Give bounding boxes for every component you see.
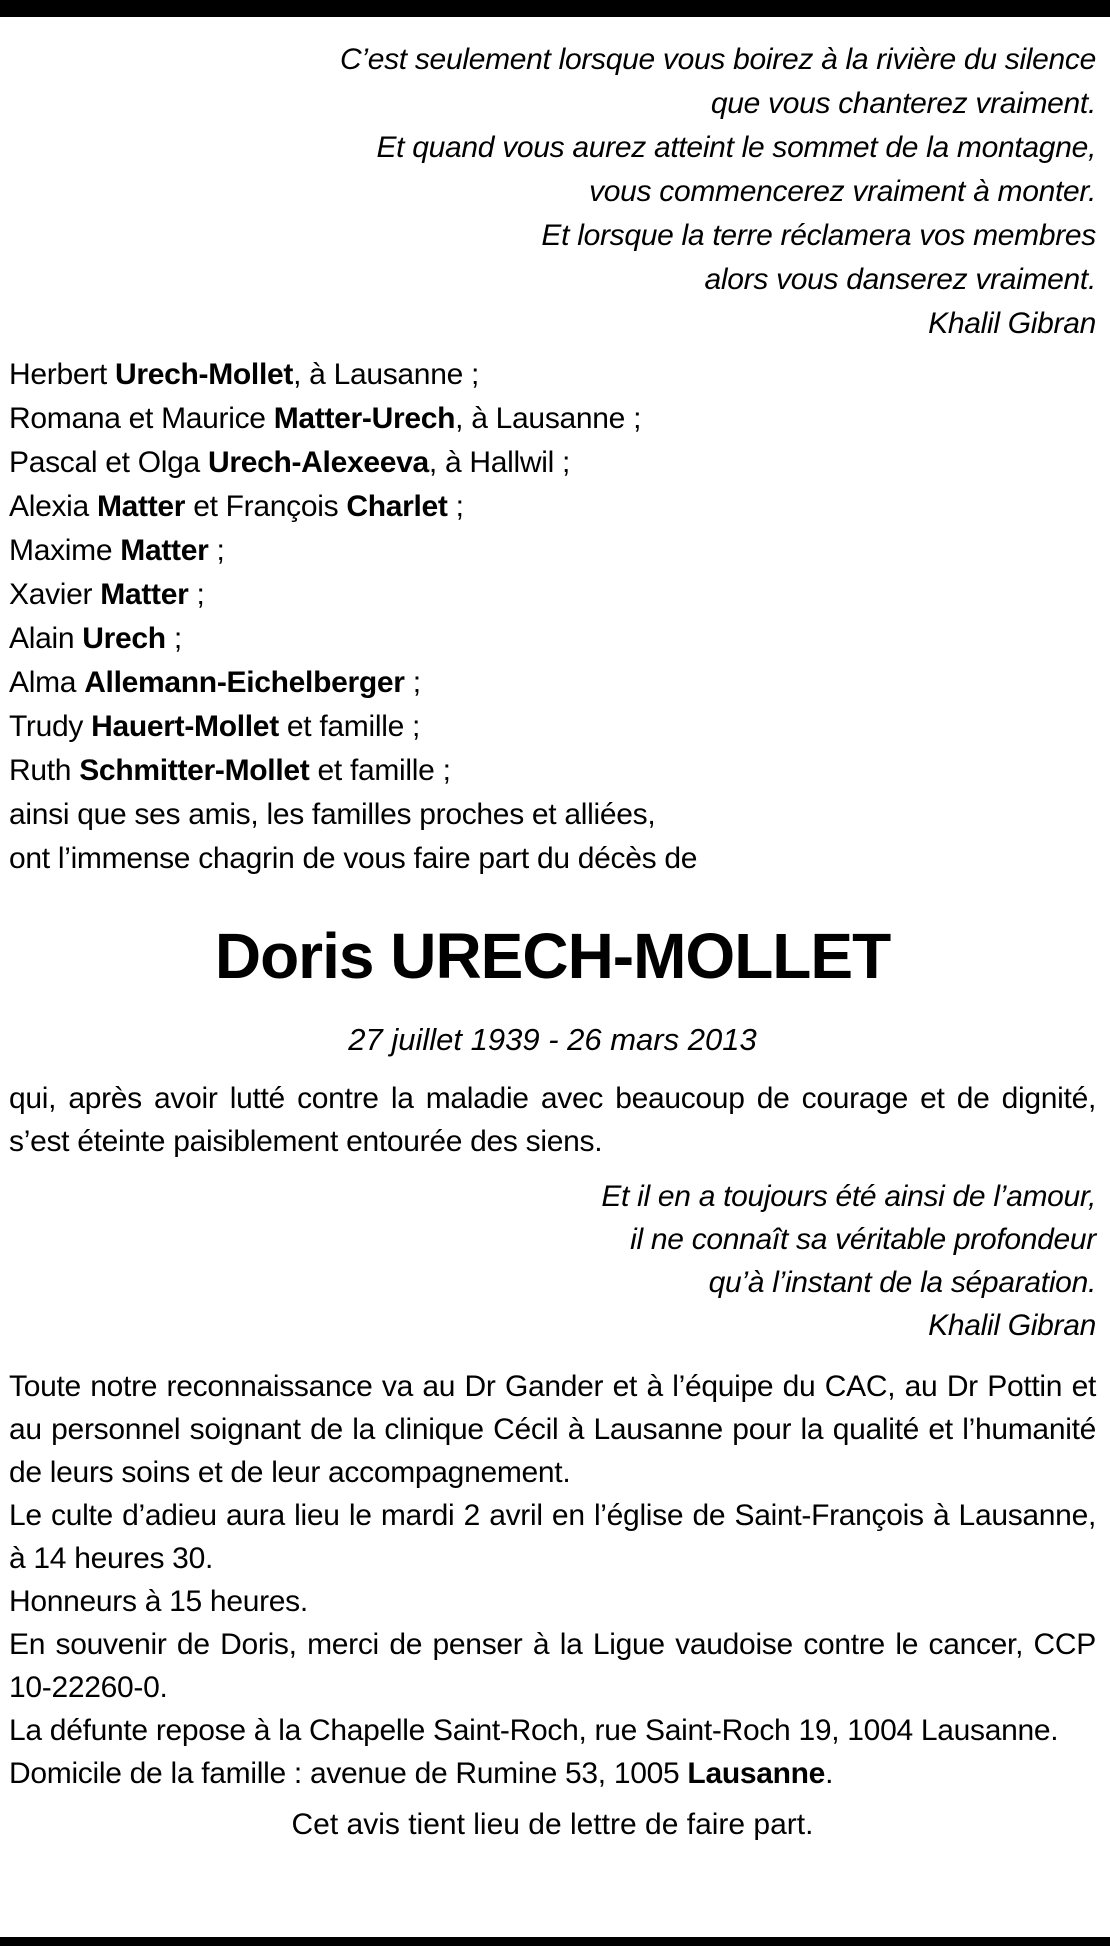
text-segment: et famille ; <box>309 754 451 787</box>
text-segment: ; <box>165 622 182 655</box>
text-segment: et famille ; <box>278 710 421 743</box>
family-line <box>9 617 1096 661</box>
text-segment: . <box>825 1757 834 1790</box>
text-segment: Toute notre reconnaissance va au Dr Gander et à l’équipe du CAC, au Dr Pottin et au personnel soignant de la clinique Cécil à Lausanne pour la qualité et l’humanité de leurs soins et de leur accompagnement. <box>9 1370 1096 1489</box>
text-segment: , à Lausanne ; <box>455 402 642 435</box>
quote-line: il ne connaît sa véritable profondeur <box>630 1223 1096 1256</box>
family-line <box>9 705 1096 749</box>
bold-name: Matter <box>120 534 209 567</box>
bottom-border-bar <box>0 1937 1110 1946</box>
quote-attribution: Khalil Gibran <box>928 1309 1096 1342</box>
family-line <box>9 397 1096 441</box>
text-segment: Honneurs à 15 heures. <box>9 1585 308 1618</box>
middle-quote <box>9 1175 1096 1347</box>
text-segment: Romana et Maurice <box>9 402 274 435</box>
bold-name: Hauert-Mollet <box>91 710 279 743</box>
bold-name: Allemann-Eichelberger <box>84 666 405 699</box>
bold-name: Lausanne <box>687 1757 826 1790</box>
top-border-bar <box>0 0 1110 17</box>
family-line <box>9 749 1096 793</box>
bold-name: Urech-Alexeeva <box>207 446 429 479</box>
body-paragraph <box>9 1580 1096 1623</box>
footer-note: Cet avis tient lieu de lettre de faire part. <box>291 1808 814 1841</box>
family-line <box>9 485 1096 529</box>
quote-line: Et quand vous aurez atteint le sommet de la montagne, <box>376 131 1096 164</box>
text-segment: Herbert <box>9 358 115 391</box>
family-line <box>9 353 1096 397</box>
bold-name: Schmitter-Mollet <box>79 754 310 787</box>
quote-line: vous commencerez vraiment à monter. <box>589 175 1096 208</box>
bold-name: Matter <box>100 578 189 611</box>
bold-name: Urech <box>82 622 166 655</box>
body-paragraph <box>9 1752 1096 1795</box>
text-segment: ; <box>208 534 225 567</box>
bold-name: Matter-Urech <box>273 402 456 435</box>
text-segment: Alain <box>9 622 83 655</box>
family-line <box>9 441 1096 485</box>
text-segment: et François <box>185 490 347 523</box>
text-segment: Ruth <box>9 754 80 787</box>
quote-line: que vous chanterez vraiment. <box>710 87 1096 120</box>
text-segment: ; <box>188 578 205 611</box>
text-segment: ainsi que ses amis, les familles proches et alliées, <box>9 798 656 831</box>
announcement-paragraphs <box>9 1365 1096 1795</box>
text-segment: , à Hallwil ; <box>428 446 571 479</box>
bold-name: Matter <box>96 490 186 523</box>
quote-line: alors vous danserez vraiment. <box>704 263 1096 296</box>
quote-line: Et lorsque la terre réclamera vos membres <box>541 219 1096 252</box>
text-segment: , à Lausanne ; <box>293 358 480 391</box>
opening-quote <box>9 38 1096 346</box>
family-line <box>9 529 1096 573</box>
quote-line: qu’à l’instant de la séparation. <box>708 1266 1096 1299</box>
text-segment: Trudy <box>9 710 92 743</box>
death-notice-document <box>0 38 1110 1846</box>
quote-line: C’est seulement lorsque vous boirez à la rivière du silence <box>339 43 1096 76</box>
intro-paragraph: qui, après avoir lutté contre la maladie avec beaucoup de courage et de dignité, s’est éteinte paisiblement entourée des siens. <box>9 1082 1096 1158</box>
text-segment: Pascal et Olga <box>9 446 208 479</box>
body-paragraph <box>9 1709 1096 1752</box>
family-list <box>9 353 1096 881</box>
life-dates: 27 juillet 1939 - 26 mars 2013 <box>348 1022 757 1057</box>
text-segment: ont l’immense chagrin de vous faire part du décès de <box>9 842 698 875</box>
text-segment: Alexia <box>9 490 97 523</box>
text-segment: ; <box>447 490 464 523</box>
family-line <box>9 573 1096 617</box>
family-line <box>9 793 1096 837</box>
family-line <box>9 661 1096 705</box>
deceased-name: Doris URECH-MOLLET <box>214 920 891 992</box>
family-line <box>9 837 1096 881</box>
text-segment: Le culte d’adieu aura lieu le mardi 2 avril en l’église de Saint-François à Lausanne, à 14 heures 30. <box>9 1499 1096 1575</box>
body-paragraph <box>9 1494 1096 1580</box>
bold-name: Urech-Mollet <box>114 358 294 391</box>
text-segment: Alma <box>9 666 85 699</box>
text-segment: Domicile de la famille : avenue de Rumine 53, 1005 <box>9 1757 688 1790</box>
text-segment: Maxime <box>9 534 121 567</box>
text-segment: ; <box>404 666 421 699</box>
text-segment: La défunte repose à la Chapelle Saint-Roch, rue Saint-Roch 19, 1004 Lausanne. <box>9 1714 1059 1747</box>
bold-name: Charlet <box>346 490 448 523</box>
quote-attribution: Khalil Gibran <box>928 307 1096 340</box>
quote-line: Et il en a toujours été ainsi de l’amour, <box>601 1180 1096 1213</box>
text-segment: Xavier <box>9 578 101 611</box>
text-segment: En souvenir de Doris, merci de penser à la Ligue vaudoise contre le cancer, CCP 10-22260-0. <box>9 1628 1096 1704</box>
body-paragraph <box>9 1365 1096 1494</box>
body-paragraph <box>9 1623 1096 1709</box>
